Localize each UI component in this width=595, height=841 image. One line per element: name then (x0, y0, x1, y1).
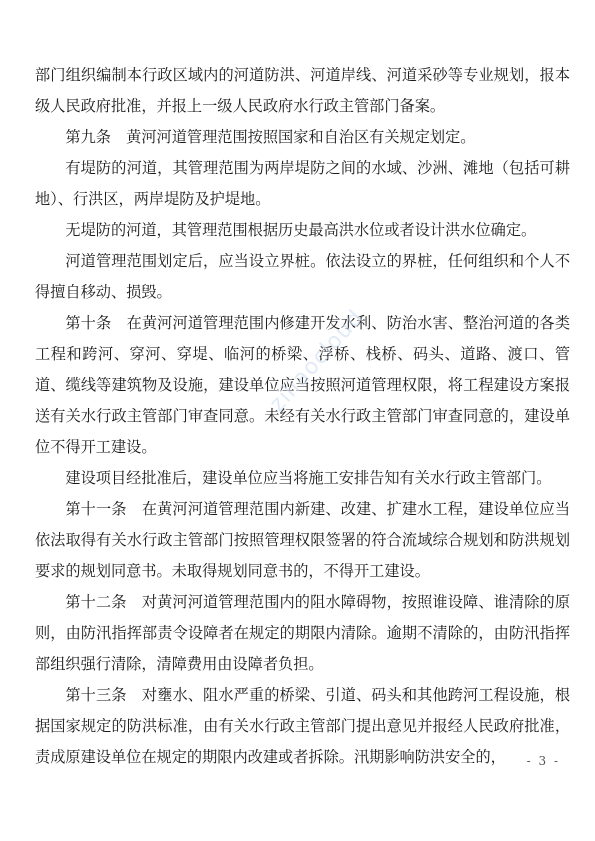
page-number: - 3 - (526, 754, 560, 768)
paragraph: 第十二条 对黄河河道管理范围内的阻水障碍物，按照谁设障、谁清除的原则，由防汛指挥部责令设障者在规定的期限内清除。逾期不清除的，由防汛指挥部组织强行清除，清障费用由设障者负担。 (35, 593, 570, 673)
paragraph: 第十一条 在黄河河道管理范围内新建、改建、扩建水工程，建设单位应当依法取得有关水行政主管部门按照管理权限签署的符合流域综合规划和防洪规划要求的规划同意书。未取得规划同意书的，不得开工建设。 (35, 500, 570, 580)
paragraph: 部门组织编制本行政区域内的河道防洪、河道岸线、河道采砂等专业规划，报本级人民政府批准，并报上一级人民政府水行政主管部门备案。 (35, 66, 570, 115)
document-body (35, 60, 570, 773)
paragraph: 第十条 在黄河河道管理范围内修建开发水利、防治水害、整治河道的各类工程和跨河、穿河、穿堤、临河的桥梁、浮桥、栈桥、码头、道路、渡口、管道、缆线等建筑物及设施，建设单位应当按照河道管理权限，将工程建设方案报送有关水行政主管部门审查同意。未经有关水行政主管部门审查同意的，建设单位不得开工建设。 (35, 314, 570, 456)
paragraph: 第十三条 对壅水、阻水严重的桥梁、引道、码头和其他跨河工程设施，根据国家规定的防洪标准，由有关水行政主管部门提出意见并报经人民政府批准，责成原建设单位在规定的期限内改建或者拆除。汛期影响防洪安全的， (35, 686, 570, 766)
paragraph: 无堤防的河道，其管理范围根据历史最高洪水位或者设计洪水位确定。 (65, 221, 537, 239)
paragraph: 河道管理范围划定后，应当设立界桩。依法设立的界桩，任何组织和个人不得擅自移动、损毁。 (35, 252, 570, 301)
paragraph: 第九条 黄河河道管理范围按照国家和自治区有关规定划定。 (65, 128, 476, 146)
paragraph: 有堤防的河道，其管理范围为两岸堤防之间的水域、沙洲、滩地（包括可耕地）、行洪区，两岸堤防及护堤地。 (35, 159, 570, 208)
paragraph: 建设项目经批准后，建设单位应当将施工安排告知有关水行政主管部门。 (65, 469, 552, 487)
watermark: ziliaocloud (265, 305, 369, 417)
